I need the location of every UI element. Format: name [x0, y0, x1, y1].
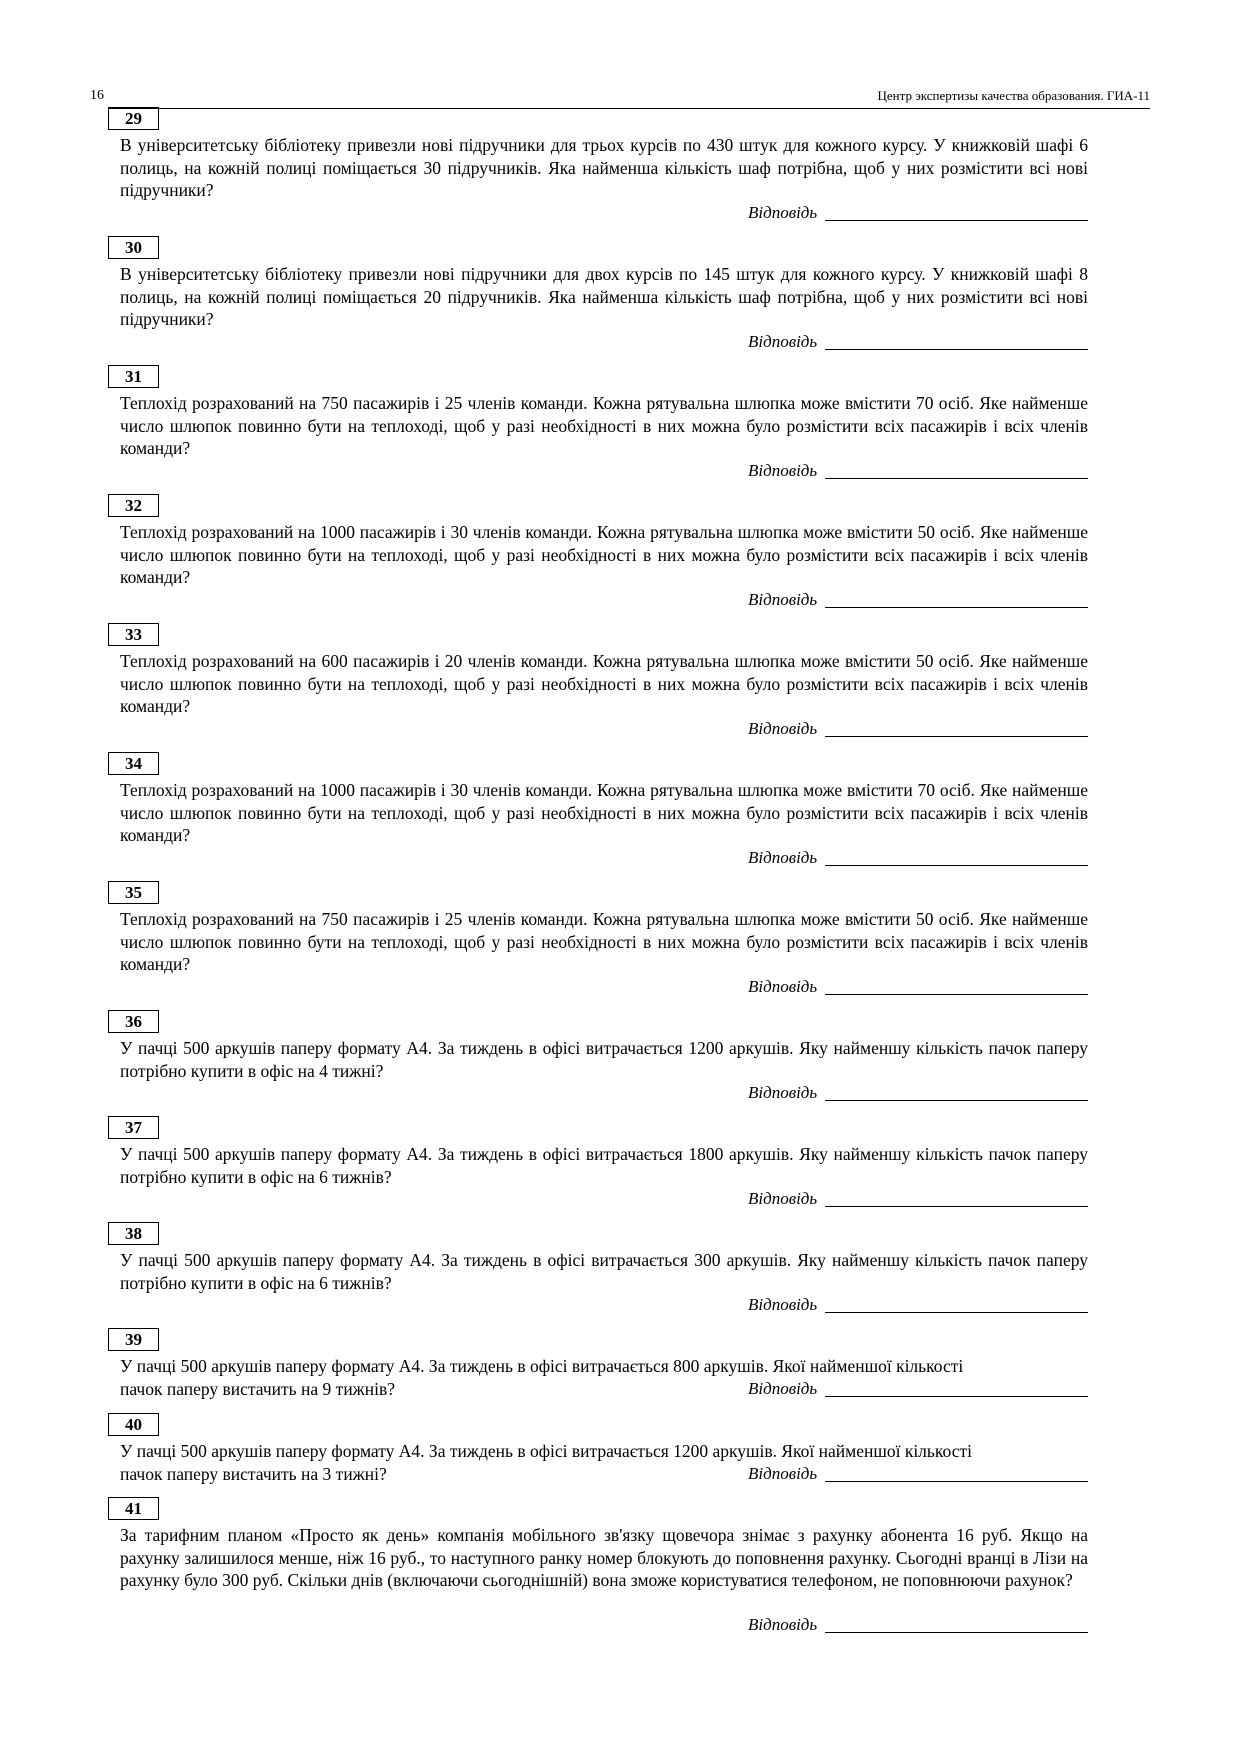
answer-field[interactable]: [748, 203, 1088, 225]
task-number: 37: [108, 1116, 159, 1139]
answer-line: [825, 1396, 1088, 1397]
task-text: У пачці 500 аркушів паперу формату А4. За тиждень в офісі витрачається 1200 аркушів. Яку найменшу кількість пачок паперу потрібно купити в офіс на 4 тижні?: [120, 1038, 1088, 1081]
page-header: [90, 88, 1150, 108]
answer-field[interactable]: [748, 1615, 1088, 1637]
answer-line: [825, 1100, 1088, 1101]
answer-field[interactable]: [748, 1464, 1088, 1486]
answer-field[interactable]: [748, 461, 1088, 483]
answer-field[interactable]: [748, 1295, 1088, 1317]
header-rule: [108, 108, 1150, 109]
task-number: 34: [108, 752, 159, 775]
header-organization: Центр экспертизы качества образования. ГИА-11: [877, 88, 1150, 103]
task-text: У пачці 500 аркушів паперу формату А4. За тиждень в офісі витрачається 1800 аркушів. Яку найменшу кількість пачок паперу потрібно купити в офіс на 6 тижнів?: [120, 1144, 1088, 1187]
answer-field[interactable]: [748, 590, 1088, 612]
answer-label: Відповідь: [748, 719, 818, 738]
task-text: Теплохід розрахований на 1000 пасажирів і 30 членів команди. Кожна рятувальна шлюпка може вмістити 70 осіб. Яке найменше число шлюпок повинно бути на теплоході, щоб у разі необхідності в них можна було розмістити всіх пасажирів і всіх членів команди?: [120, 780, 1088, 845]
task-number: 40: [108, 1413, 159, 1436]
task-text-continued: пачок паперу вистачить на 9 тижнів?: [120, 1379, 396, 1399]
task-number: 31: [108, 365, 159, 388]
answer-label: Відповідь: [748, 848, 818, 867]
page-number: 16: [90, 88, 104, 103]
answer-label: Відповідь: [748, 203, 818, 222]
task-text: Теплохід розрахований на 750 пасажирів і 25 членів команди. Кожна рятувальна шлюпка може вмістити 50 осіб. Яке найменше число шлюпок повинно бути на теплоході, щоб у разі необхідності в них можна було розмістити всіх пасажирів і всіх членів команди?: [120, 909, 1088, 974]
answer-label: Відповідь: [748, 1615, 818, 1634]
task-number: 32: [108, 494, 159, 517]
answer-line: [825, 1206, 1088, 1207]
answer-line: [825, 994, 1088, 995]
task-text: У пачці 500 аркушів паперу формату А4. За тиждень в офісі витрачається 300 аркушів. Яку найменшу кількість пачок паперу потрібно купити в офіс на 6 тижнів?: [120, 1250, 1088, 1293]
answer-label: Відповідь: [748, 977, 818, 996]
answer-line: [825, 349, 1088, 350]
answer-line: [825, 1481, 1088, 1482]
answer-label: Відповідь: [748, 332, 818, 351]
answer-field[interactable]: [748, 332, 1088, 354]
answer-line: [825, 607, 1088, 608]
answer-field[interactable]: [748, 1083, 1088, 1105]
answer-label: Відповідь: [748, 1189, 818, 1208]
answer-line: [825, 478, 1088, 479]
task-number: 39: [108, 1328, 159, 1351]
task-text: Теплохід розрахований на 750 пасажирів і 25 членів команди. Кожна рятувальна шлюпка може вмістити 70 осіб. Яке найменше число шлюпок повинно бути на теплоході, щоб у разі необхідності в них можна було розмістити всіх пасажирів і всіх членів команди?: [120, 393, 1088, 458]
answer-label: Відповідь: [748, 1464, 818, 1483]
task-text: У пачці 500 аркушів паперу формату А4. За тиждень в офісі витрачається 800 аркушів. Якої найменшої кількості: [120, 1356, 964, 1376]
task-text: В університетську бібліотеку привезли нові підручники для трьох курсів по 430 штук для кожного курсу. У книжковій шафі 6 полиць, на кожній полиці поміщається 30 підручників. Яка найменша кількість шаф потрібна, щоб у них розмістити всі нові підручники?: [120, 135, 1088, 200]
answer-line: [825, 1632, 1088, 1633]
answer-field[interactable]: [748, 1189, 1088, 1211]
answer-line: [825, 736, 1088, 737]
task-text: В університетську бібліотеку привезли нові підручники для двох курсів по 145 штук для кожного курсу. У книжковій шафі 8 полиць, на кожній полиці поміщається 20 підручників. Яка найменша кількість шаф потрібна, щоб у них розмістити всі нові підручники?: [120, 264, 1088, 329]
task-text-continued: пачок паперу вистачить на 3 тижні?: [120, 1464, 387, 1484]
answer-line: [825, 1312, 1088, 1313]
answer-field[interactable]: [748, 719, 1088, 741]
answer-label: Відповідь: [748, 1295, 818, 1314]
answer-field[interactable]: [748, 1379, 1088, 1401]
task-text: Теплохід розрахований на 600 пасажирів і 20 членів команди. Кожна рятувальна шлюпка може вмістити 50 осіб. Яке найменше число шлюпок повинно бути на теплоході, щоб у разі необхідності в них можна було розмістити всіх пасажирів і всіх членів команди?: [120, 651, 1088, 716]
task-number: 33: [108, 623, 159, 646]
answer-field[interactable]: [748, 848, 1088, 870]
task-text: У пачці 500 аркушів паперу формату А4. За тиждень в офісі витрачається 1200 аркушів. Якої найменшої кількості: [120, 1441, 972, 1461]
task-number: 29: [108, 107, 159, 130]
task-text: Теплохід розрахований на 1000 пасажирів і 30 членів команди. Кожна рятувальна шлюпка може вмістити 50 осіб. Яке найменше число шлюпок повинно бути на теплоході, щоб у разі необхідності в них можна було розмістити всіх пасажирів і всіх членів команди?: [120, 522, 1088, 587]
task-number: 35: [108, 881, 159, 904]
answer-line: [825, 865, 1088, 866]
task-text: За тарифним планом «Просто як день» компанія мобільного зв'язку щовечора знімає з рахунку абонента 16 руб. Якщо на рахунку залишилося менше, ніж 16 руб., то наступного ранку номер блокують до поповнення рахунку. Сьогодні вранці в Лізи на рахунку було 300 руб. Скільки днів (включаючи сьогоднішній) вона зможе користуватися телефоном, не поповнюючи рахунок?: [120, 1525, 1088, 1590]
task-number: 41: [108, 1497, 159, 1520]
answer-label: Відповідь: [748, 1379, 818, 1398]
answer-label: Відповідь: [748, 1083, 818, 1102]
answer-field[interactable]: [748, 977, 1088, 999]
task-number: 36: [108, 1010, 159, 1033]
answer-label: Відповідь: [748, 590, 818, 609]
answer-line: [825, 220, 1088, 221]
task-number: 30: [108, 236, 159, 259]
answer-label: Відповідь: [748, 461, 818, 480]
task-number: 38: [108, 1222, 159, 1245]
